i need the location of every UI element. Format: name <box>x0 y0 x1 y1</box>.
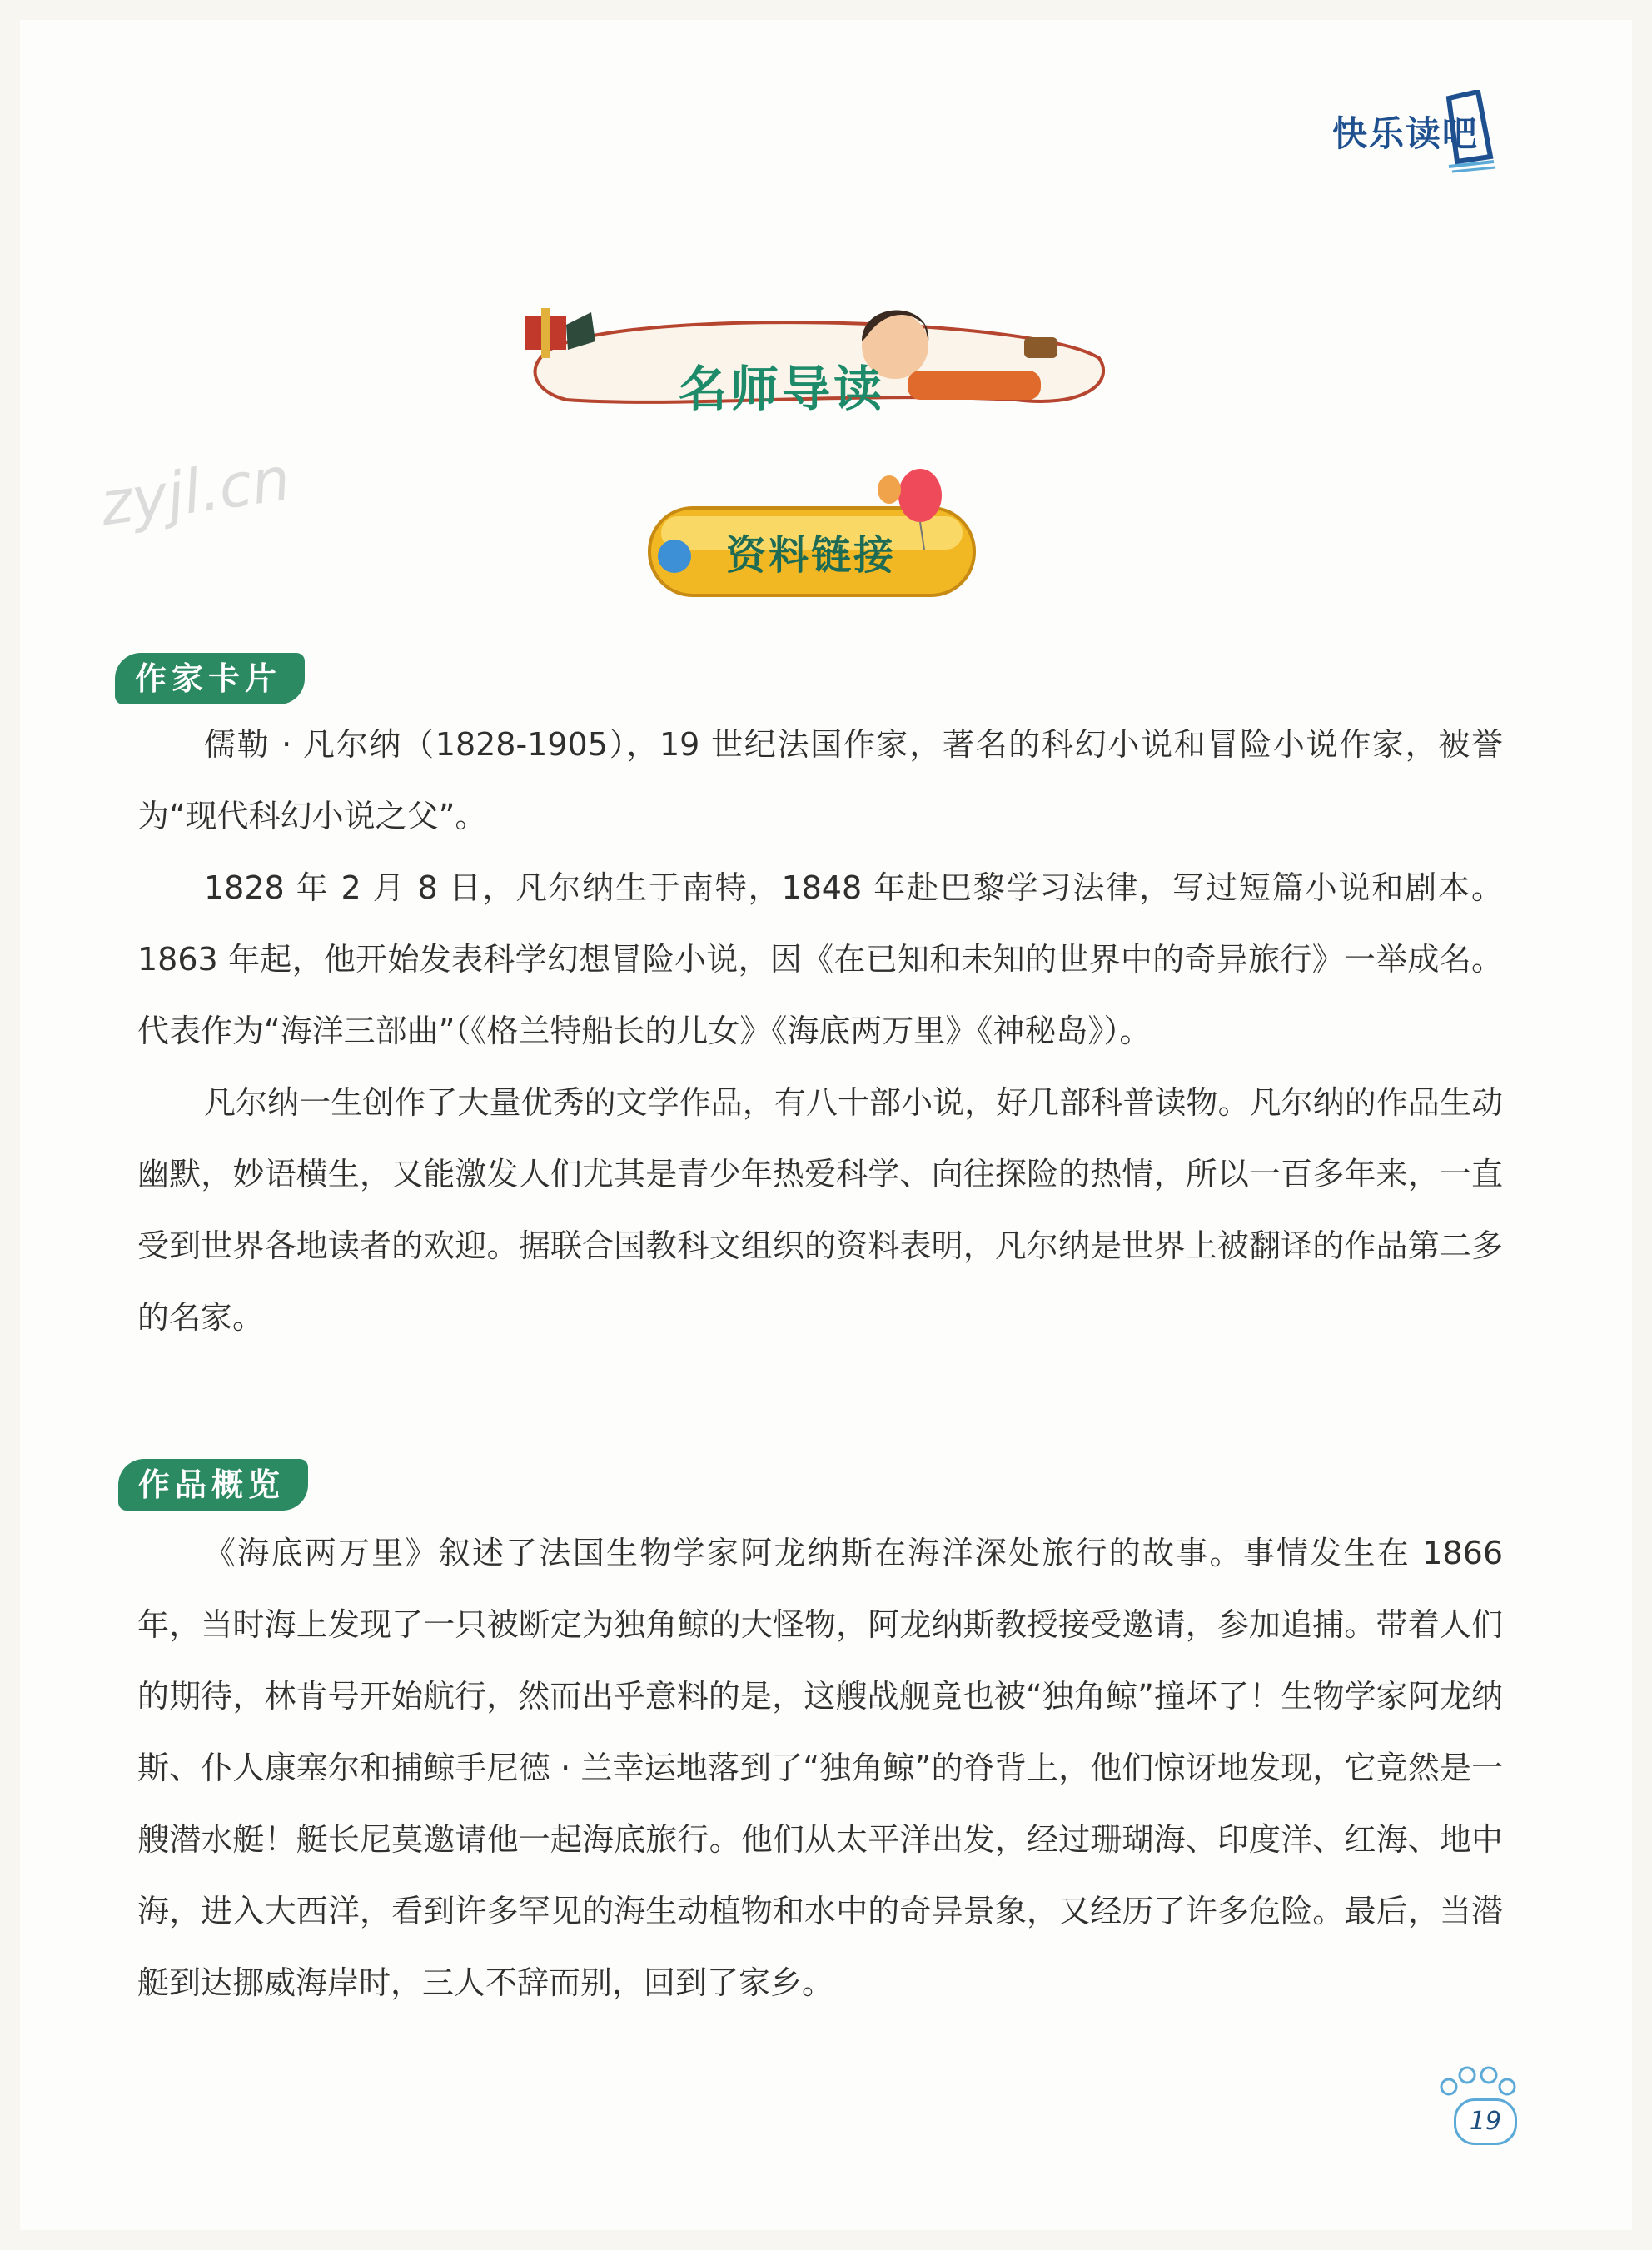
paw-icon <box>1432 2063 1524 2097</box>
paragraph: 凡尔纳一生创作了大量优秀的文学作品，有八十部小说，好几部科普读物。凡尔纳的作品生动幽默，妙语横生，又能激发人们尤其是青少年热爱科学、向往探险的热情，所以一百多年来，一直受到世界各地读者的欢迎。据联合国教科文组织的资料表明，凡尔纳是世界上被翻译的作品第二多的名家。 <box>137 1084 1503 1336</box>
watermark: zyjl.cn <box>96 443 295 540</box>
section-tag-author-card: 作家卡片 <box>115 653 305 704</box>
paragraph: 1828 年 2 月 8 日，凡尔纳生于南特，1848 年赴巴黎学习法律，写过短篇小说和剧本。1863 年起，他开始发表科学幻想冒险小说，因《在已知和未知的世界中的奇异旅行》一举成名。代表作为“海洋三部曲”（《格兰特船长的儿女》《海底两万里》《神秘岛》）。 <box>137 869 1503 1049</box>
paragraph: 儒勒 · 凡尔纳（1828-1905），19 世纪法国作家，著名的科幻小说和冒险小说作家，被誉为“现代科幻小说之父”。 <box>137 726 1503 834</box>
page-number: 19 <box>1454 2098 1517 2145</box>
banner-main-label: 名师导读 <box>679 361 886 417</box>
paragraph: 《海底两万里》叙述了法国生物学家阿龙纳斯在海洋深处旅行的故事。事情发生在 1866 年，当时海上发现了一只被断定为独角鲸的大怪物，阿龙纳斯教授接受邀请，参加追捕。带着人们的期待，林肯号开始航行，然而出乎意料的是，这艘战舰竟也被“独角鲸”撞坏了！生物学家阿龙纳斯、仆人康塞尔和捕鲸手尼德 · 兰幸运地落到了“独角鲸”的脊背上，他们惊讶地发现，它竟然是一艘潜水艇！艇长尼莫邀请他一起海底旅行。他们从太平洋出发，经过珊瑚海、印度洋、红海、地中海，进入大西洋，看到许多罕见的海生动植物和水中的奇异景象，又经历了许多危险。最后，当潜艇到达挪威海岸时，三人不辞而别，回到了家乡。 <box>137 1535 1503 2001</box>
section-tag-work-overview: 作品概览 <box>118 1459 308 1511</box>
corner-title: 快乐读吧 <box>1332 113 1480 154</box>
book-corner-icon <box>1441 90 1499 173</box>
banner-pill-label: 资料链接 <box>726 532 897 579</box>
blue-dot-icon <box>658 540 691 573</box>
